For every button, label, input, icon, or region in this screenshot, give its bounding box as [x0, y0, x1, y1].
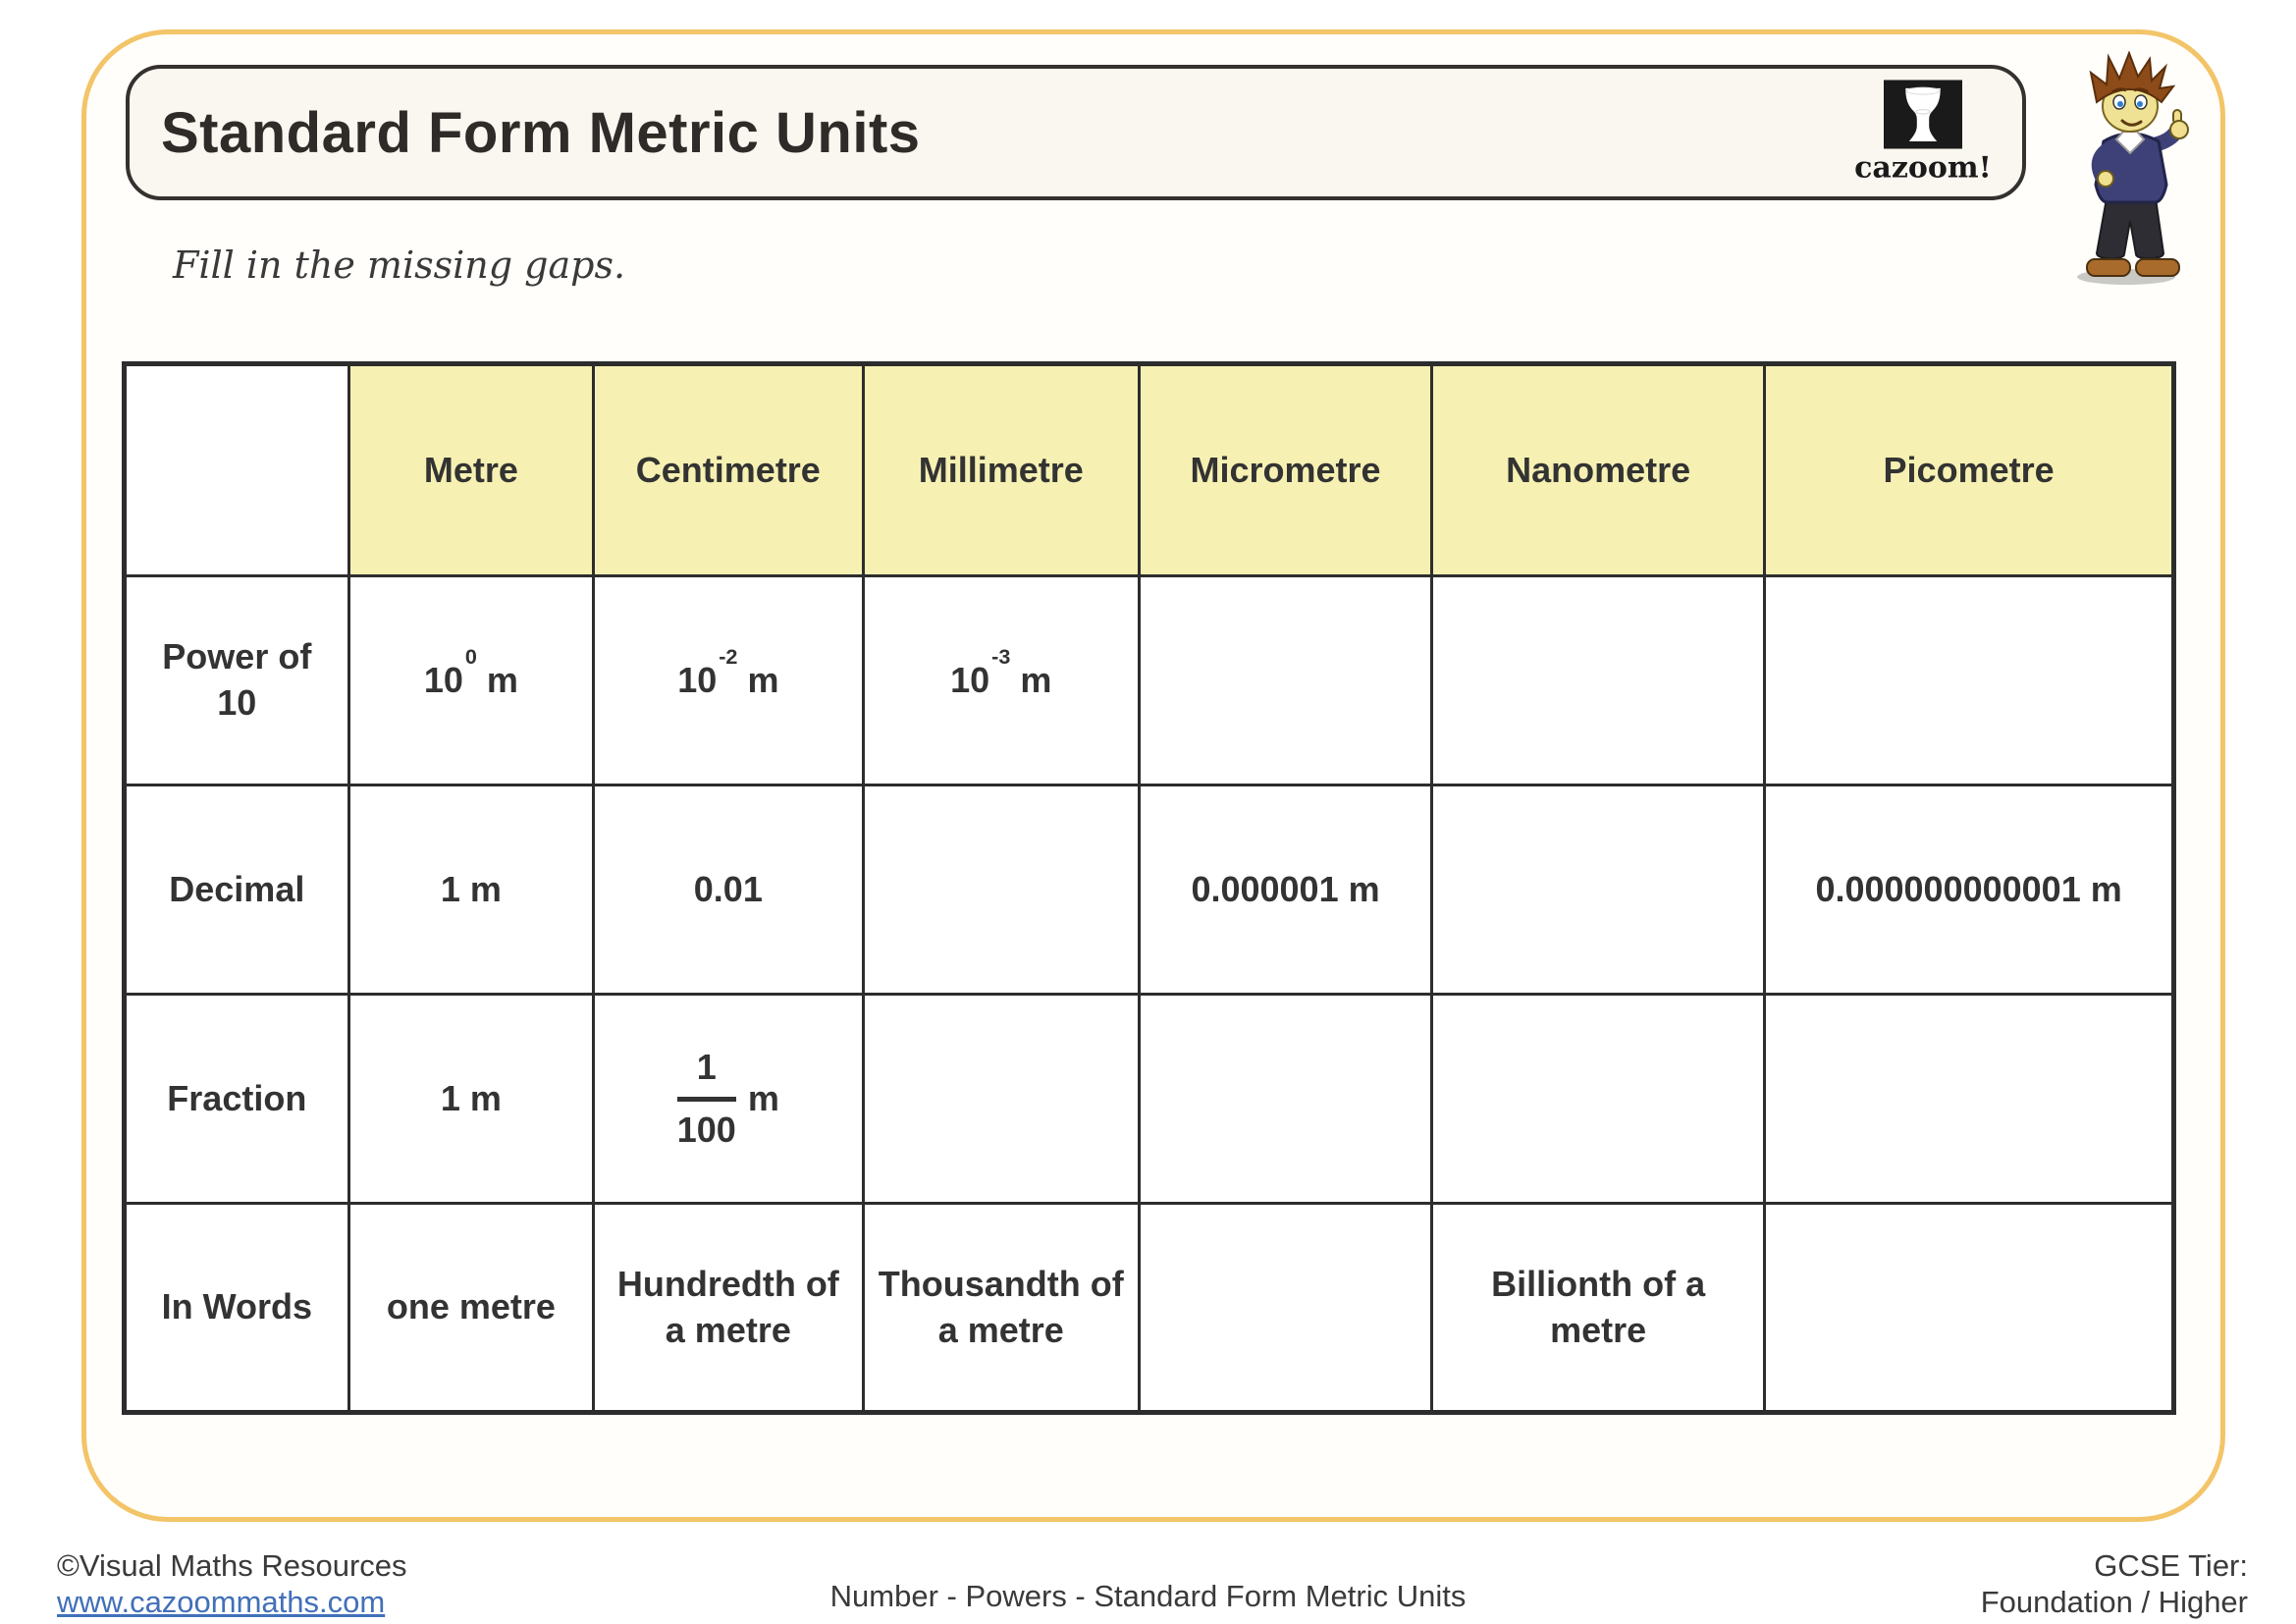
cell-words-picometre	[1765, 1204, 2174, 1413]
footer-tier	[1981, 1547, 2248, 1620]
cell-decimal-nanometre	[1432, 785, 1765, 995]
row-label-decimal: Decimal	[125, 785, 349, 995]
cell-decimal-picometre: 0.000000000001 m	[1765, 785, 2174, 995]
header-row	[125, 364, 2174, 576]
metric-table	[122, 361, 2176, 1415]
column-header-metre: Metre	[348, 364, 594, 576]
cell-fraction-micrometre	[1139, 995, 1431, 1204]
title-box	[126, 65, 2026, 200]
mascot-boy-illustration	[2050, 51, 2197, 287]
cell-fraction-metre: 1 m	[348, 995, 594, 1204]
cazoom-logo	[1849, 81, 1997, 186]
cell-power-centimetre: $10^{-2}m$	[594, 576, 863, 785]
row-label-fraction: Fraction	[125, 995, 349, 1204]
in-words-row	[125, 1204, 2174, 1413]
footer-website-link[interactable]: www.cazoommaths.com	[57, 1585, 386, 1620]
cell-words-millimetre: Thousandth of a metre	[863, 1204, 1139, 1413]
cell-decimal-centimetre: 0.01	[594, 785, 863, 995]
metric-table-wrapper	[122, 361, 2176, 1415]
footer-topic: Number - Powers - Standard Form Metric Units	[829, 1579, 1467, 1613]
footer-copyright: ©Visual Maths Resources	[57, 1548, 407, 1583]
fraction-row	[125, 995, 2174, 1204]
decimal-row	[125, 785, 2174, 995]
cell-decimal-millimetre	[863, 785, 1139, 995]
cell-fraction-picometre	[1765, 995, 2174, 1204]
cazoom-logo-icon	[1884, 81, 1962, 149]
cell-words-metre: one metre	[348, 1204, 594, 1413]
corner-cell	[125, 364, 349, 576]
instruction-text: Fill in the missing gaps.	[173, 244, 626, 287]
cell-power-picometre	[1765, 576, 2174, 785]
fraction-value: $\frac{1}{100}$	[676, 1046, 736, 1150]
cell-words-micrometre	[1139, 1204, 1431, 1413]
cell-power-micrometre	[1139, 576, 1431, 785]
cell-decimal-micrometre: 0.000001 m	[1139, 785, 1431, 995]
cell-fraction-centimetre: $\frac{1}{100}$ m	[594, 995, 863, 1204]
footer-tier-value: Foundation / Higher	[1980, 1585, 2248, 1620]
cell-words-centimetre: Hundredth of a metre	[594, 1204, 863, 1413]
cell-words-nanometre: Billionth of a metre	[1432, 1204, 1765, 1413]
column-header-millimetre: Millimetre	[863, 364, 1139, 576]
column-header-centimetre: Centimetre	[594, 364, 863, 576]
column-header-picometre: Picometre	[1765, 364, 2174, 576]
cell-power-metre: $10^0m$	[348, 576, 594, 785]
cell-power-nanometre	[1432, 576, 1765, 785]
cell-fraction-nanometre	[1432, 995, 1765, 1204]
cell-decimal-metre: 1 m	[348, 785, 594, 995]
row-label-in-words: In Words	[125, 1204, 349, 1413]
cell-fraction-millimetre	[863, 995, 1139, 1204]
page-title: Standard Form Metric Units	[161, 100, 921, 165]
power-of-10-row	[125, 576, 2174, 785]
footer-tier-label: GCSE Tier:	[2094, 1548, 2248, 1583]
row-label-power-of-10: Power of 10	[125, 576, 349, 785]
cazoom-logo-text: cazoom!	[1854, 150, 1992, 186]
column-header-micrometre: Micrometre	[1139, 364, 1431, 576]
column-header-nanometre: Nanometre	[1432, 364, 1765, 576]
cell-power-millimetre: $10^{-3}m$	[863, 576, 1139, 785]
